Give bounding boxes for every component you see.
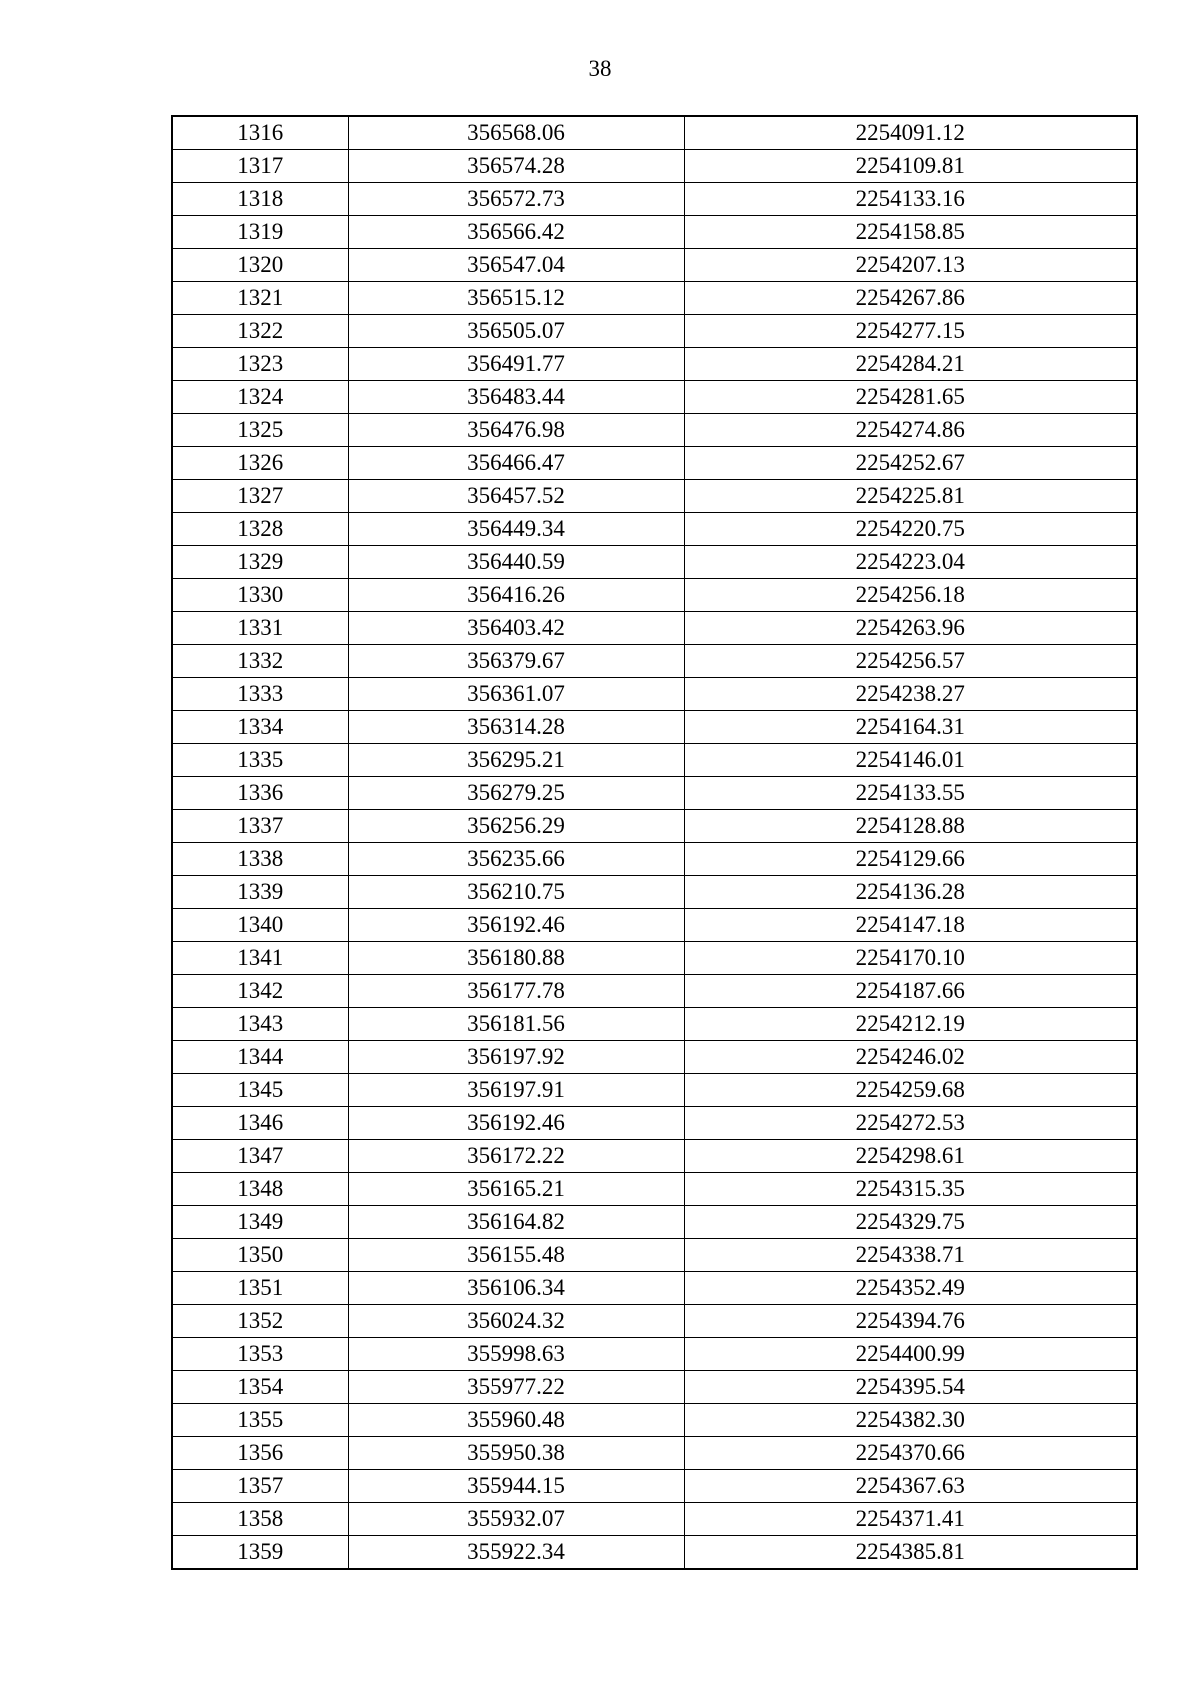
point-number-cell: 1327 [172,480,348,513]
y-coordinate-cell: 2254133.16 [684,183,1137,216]
y-coordinate-cell: 2254252.67 [684,447,1137,480]
point-number-cell: 1352 [172,1305,348,1338]
point-number-cell: 1329 [172,546,348,579]
x-coordinate-cell: 356457.52 [348,480,684,513]
table-row [172,1272,1137,1305]
table-row [172,414,1137,447]
x-coordinate-cell: 356547.04 [348,249,684,282]
point-number-cell: 1335 [172,744,348,777]
point-number-cell: 1358 [172,1503,348,1536]
table-row [172,150,1137,183]
y-coordinate-cell: 2254164.31 [684,711,1137,744]
point-number-cell: 1339 [172,876,348,909]
x-coordinate-cell: 356574.28 [348,150,684,183]
x-coordinate-cell: 356505.07 [348,315,684,348]
x-coordinate-cell: 356361.07 [348,678,684,711]
point-number-cell: 1347 [172,1140,348,1173]
x-coordinate-cell: 355932.07 [348,1503,684,1536]
table-row [172,1470,1137,1503]
table-row [172,1041,1137,1074]
point-number-cell: 1340 [172,909,348,942]
table-row [172,777,1137,810]
x-coordinate-cell: 356566.42 [348,216,684,249]
point-number-cell: 1351 [172,1272,348,1305]
x-coordinate-cell: 356279.25 [348,777,684,810]
table-row [172,876,1137,909]
point-number-cell: 1319 [172,216,348,249]
y-coordinate-cell: 2254259.68 [684,1074,1137,1107]
x-coordinate-cell: 356256.29 [348,810,684,843]
point-number-cell: 1344 [172,1041,348,1074]
point-number-cell: 1354 [172,1371,348,1404]
point-number-cell: 1321 [172,282,348,315]
y-coordinate-cell: 2254109.81 [684,150,1137,183]
x-coordinate-cell: 356314.28 [348,711,684,744]
x-coordinate-cell: 356024.32 [348,1305,684,1338]
point-number-cell: 1333 [172,678,348,711]
y-coordinate-cell: 2254170.10 [684,942,1137,975]
x-coordinate-cell: 356181.56 [348,1008,684,1041]
point-number-cell: 1353 [172,1338,348,1371]
y-coordinate-cell: 2254187.66 [684,975,1137,1008]
table-row [172,216,1137,249]
table-row [172,1503,1137,1536]
table-row [172,1008,1137,1041]
y-coordinate-cell: 2254256.57 [684,645,1137,678]
y-coordinate-cell: 2254274.86 [684,414,1137,447]
y-coordinate-cell: 2254338.71 [684,1239,1137,1272]
x-coordinate-cell: 355950.38 [348,1437,684,1470]
y-coordinate-cell: 2254220.75 [684,513,1137,546]
point-number-cell: 1325 [172,414,348,447]
y-coordinate-cell: 2254352.49 [684,1272,1137,1305]
point-number-cell: 1346 [172,1107,348,1140]
x-coordinate-cell: 356106.34 [348,1272,684,1305]
y-coordinate-cell: 2254256.18 [684,579,1137,612]
table-row [172,975,1137,1008]
y-coordinate-cell: 2254284.21 [684,348,1137,381]
x-coordinate-cell: 355998.63 [348,1338,684,1371]
x-coordinate-cell: 356572.73 [348,183,684,216]
y-coordinate-cell: 2254371.41 [684,1503,1137,1536]
point-number-cell: 1341 [172,942,348,975]
y-coordinate-cell: 2254246.02 [684,1041,1137,1074]
y-coordinate-cell: 2254370.66 [684,1437,1137,1470]
x-coordinate-cell: 355944.15 [348,1470,684,1503]
point-number-cell: 1355 [172,1404,348,1437]
table-row [172,744,1137,777]
x-coordinate-cell: 356466.47 [348,447,684,480]
x-coordinate-cell: 356416.26 [348,579,684,612]
x-coordinate-cell: 356210.75 [348,876,684,909]
table-row [172,612,1137,645]
table-row [172,1305,1137,1338]
table-row [172,1206,1137,1239]
point-number-cell: 1318 [172,183,348,216]
y-coordinate-cell: 2254263.96 [684,612,1137,645]
point-number-cell: 1320 [172,249,348,282]
page-number: 38 [588,56,612,81]
point-number-cell: 1356 [172,1437,348,1470]
table-row [172,942,1137,975]
y-coordinate-cell: 2254129.66 [684,843,1137,876]
x-coordinate-cell: 356483.44 [348,381,684,414]
y-coordinate-cell: 2254212.19 [684,1008,1137,1041]
table-row [172,348,1137,381]
x-coordinate-cell: 356379.67 [348,645,684,678]
point-number-cell: 1322 [172,315,348,348]
y-coordinate-cell: 2254281.65 [684,381,1137,414]
point-number-cell: 1350 [172,1239,348,1272]
x-coordinate-cell: 355922.34 [348,1536,684,1570]
x-coordinate-cell: 356192.46 [348,1107,684,1140]
y-coordinate-cell: 2254146.01 [684,744,1137,777]
point-number-cell: 1331 [172,612,348,645]
x-coordinate-cell: 356197.92 [348,1041,684,1074]
y-coordinate-cell: 2254395.54 [684,1371,1137,1404]
table-row [172,116,1137,150]
table-row [172,1239,1137,1272]
table-row [172,480,1137,513]
table-row [172,1404,1137,1437]
y-coordinate-cell: 2254147.18 [684,909,1137,942]
table-row [172,1437,1137,1470]
point-number-cell: 1349 [172,1206,348,1239]
table-row [172,315,1137,348]
x-coordinate-cell: 356197.91 [348,1074,684,1107]
y-coordinate-cell: 2254329.75 [684,1206,1137,1239]
table-row [172,711,1137,744]
table-row [172,1140,1137,1173]
x-coordinate-cell: 356449.34 [348,513,684,546]
coordinates-table-body [172,116,1137,1569]
y-coordinate-cell: 2254225.81 [684,480,1137,513]
y-coordinate-cell: 2254238.27 [684,678,1137,711]
point-number-cell: 1337 [172,810,348,843]
table-row [172,1074,1137,1107]
table-row [172,810,1137,843]
table-row [172,645,1137,678]
x-coordinate-cell: 356192.46 [348,909,684,942]
table-row [172,1338,1137,1371]
table-row [172,579,1137,612]
coordinates-table [171,115,1138,1570]
point-number-cell: 1345 [172,1074,348,1107]
y-coordinate-cell: 2254267.86 [684,282,1137,315]
y-coordinate-cell: 2254272.53 [684,1107,1137,1140]
x-coordinate-cell: 356165.21 [348,1173,684,1206]
x-coordinate-cell: 356164.82 [348,1206,684,1239]
point-number-cell: 1336 [172,777,348,810]
table-row [172,843,1137,876]
point-number-cell: 1326 [172,447,348,480]
table-row [172,1371,1137,1404]
y-coordinate-cell: 2254385.81 [684,1536,1137,1570]
x-coordinate-cell: 356180.88 [348,942,684,975]
point-number-cell: 1359 [172,1536,348,1570]
y-coordinate-cell: 2254382.30 [684,1404,1137,1437]
point-number-cell: 1328 [172,513,348,546]
y-coordinate-cell: 2254133.55 [684,777,1137,810]
point-number-cell: 1316 [172,116,348,150]
y-coordinate-cell: 2254394.76 [684,1305,1137,1338]
table-row [172,678,1137,711]
point-number-cell: 1342 [172,975,348,1008]
table-row [172,282,1137,315]
y-coordinate-cell: 2254091.12 [684,116,1137,150]
y-coordinate-cell: 2254128.88 [684,810,1137,843]
x-coordinate-cell: 356172.22 [348,1140,684,1173]
table-row [172,513,1137,546]
x-coordinate-cell: 355977.22 [348,1371,684,1404]
x-coordinate-cell: 356155.48 [348,1239,684,1272]
x-coordinate-cell: 356235.66 [348,843,684,876]
y-coordinate-cell: 2254207.13 [684,249,1137,282]
y-coordinate-cell: 2254367.63 [684,1470,1137,1503]
x-coordinate-cell: 356476.98 [348,414,684,447]
x-coordinate-cell: 356403.42 [348,612,684,645]
table-row [172,447,1137,480]
point-number-cell: 1343 [172,1008,348,1041]
y-coordinate-cell: 2254315.35 [684,1173,1137,1206]
x-coordinate-cell: 356440.59 [348,546,684,579]
point-number-cell: 1334 [172,711,348,744]
y-coordinate-cell: 2254298.61 [684,1140,1137,1173]
point-number-cell: 1357 [172,1470,348,1503]
x-coordinate-cell: 356295.21 [348,744,684,777]
x-coordinate-cell: 356515.12 [348,282,684,315]
table-row [172,381,1137,414]
y-coordinate-cell: 2254136.28 [684,876,1137,909]
table-row [172,546,1137,579]
point-number-cell: 1348 [172,1173,348,1206]
point-number-cell: 1332 [172,645,348,678]
x-coordinate-cell: 356177.78 [348,975,684,1008]
x-coordinate-cell: 356491.77 [348,348,684,381]
y-coordinate-cell: 2254158.85 [684,216,1137,249]
x-coordinate-cell: 355960.48 [348,1404,684,1437]
point-number-cell: 1323 [172,348,348,381]
y-coordinate-cell: 2254223.04 [684,546,1137,579]
point-number-cell: 1324 [172,381,348,414]
point-number-cell: 1317 [172,150,348,183]
y-coordinate-cell: 2254400.99 [684,1338,1137,1371]
table-row [172,1173,1137,1206]
table-row [172,183,1137,216]
table-row [172,909,1137,942]
y-coordinate-cell: 2254277.15 [684,315,1137,348]
point-number-cell: 1330 [172,579,348,612]
table-row [172,1536,1137,1570]
table-row [172,249,1137,282]
x-coordinate-cell: 356568.06 [348,116,684,150]
table-row [172,1107,1137,1140]
point-number-cell: 1338 [172,843,348,876]
